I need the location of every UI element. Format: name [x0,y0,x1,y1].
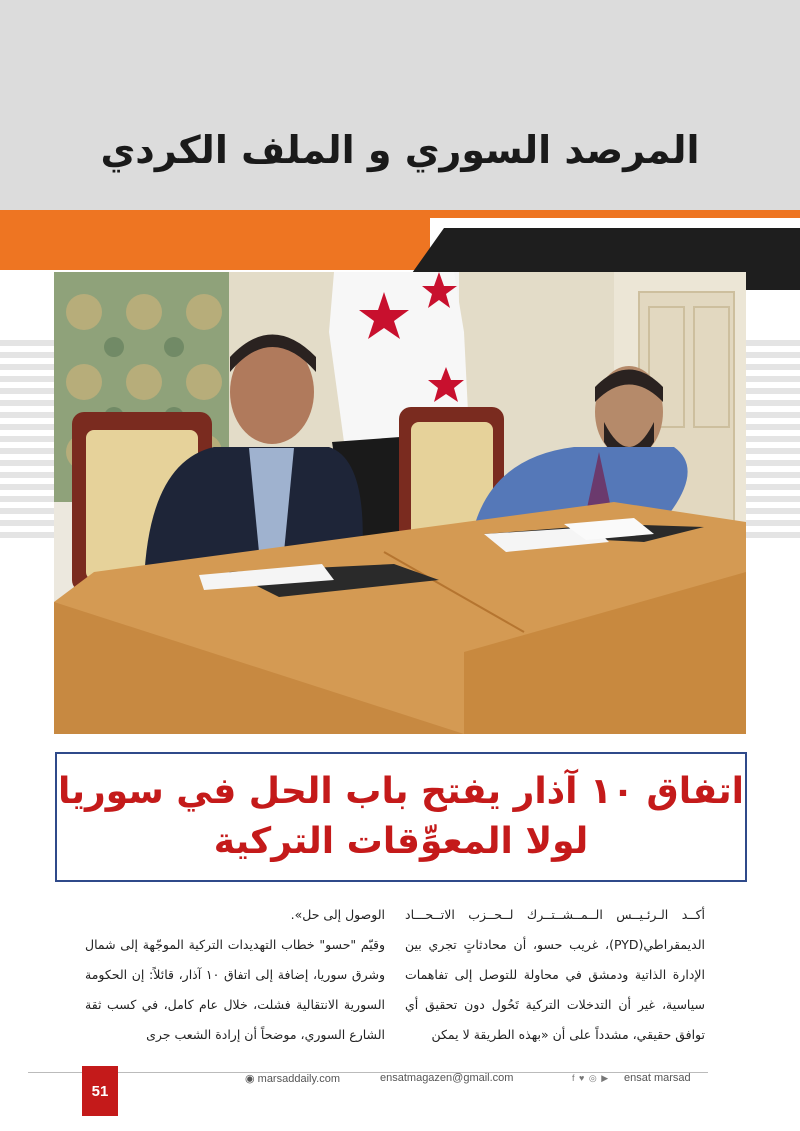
social-icons[interactable]: f ♥ ◎ ▶ [572,1073,610,1083]
footer-email[interactable]: ensatmagazen@gmail.com [380,1072,514,1084]
decorative-stripes-left [0,340,55,550]
page-number: 51 [82,1066,118,1116]
decorative-stripes-right [745,340,800,550]
footer-website[interactable]: ◉ marsaddaily.com [245,1073,340,1085]
headline-line-2: لولا المعوِّقات التركية [213,821,589,862]
footer-brand: ensat marsad [624,1072,691,1084]
signing-photo [54,272,746,734]
headline-box [55,752,747,882]
article-paragraph: وقيّم "حسو" خطاب التهديدات التركية الموجّهة إلى شمال وشرق سوريا، إضافة إلى اتفاق ١٠ آذار، قائلاً: إن الحكومة السورية الانتقالية فشلت، خلال عام كامل، في كسب ثقة الشارع السوري، موضحاً أن إرادة الشعب جرى [85,937,385,1042]
footer-website-text[interactable]: marsaddaily.com [257,1073,340,1085]
header-band [0,0,800,210]
section-title: المرصد السوري و الملف الكردي [100,128,700,172]
article-column-right [405,900,705,1050]
orange-band [0,210,430,270]
article-column-left [85,900,385,1050]
headline-line-1: اتفاق ١٠ آذار يفتح باب الحل في سوريا [58,771,744,812]
article-paragraph: أكــد الـرئـيــس الــمــشــتــرك لــحــزب الاتــحـــاد الديمقراطي(PYD)، غريب حسو، أن محادثاتٍ تجري بين الإدارة الذاتية ودمشق في محاولة للتوصل إلى تفاهمات سياسية، غير أن التدخلات التركية تَحُول دون تحقيق أي توافق حقيقي، مشدداً على أن «بهذه الطريقة لا يمكن [405,907,705,1042]
article-paragraph-end: الوصول إلى حل». [290,907,385,922]
